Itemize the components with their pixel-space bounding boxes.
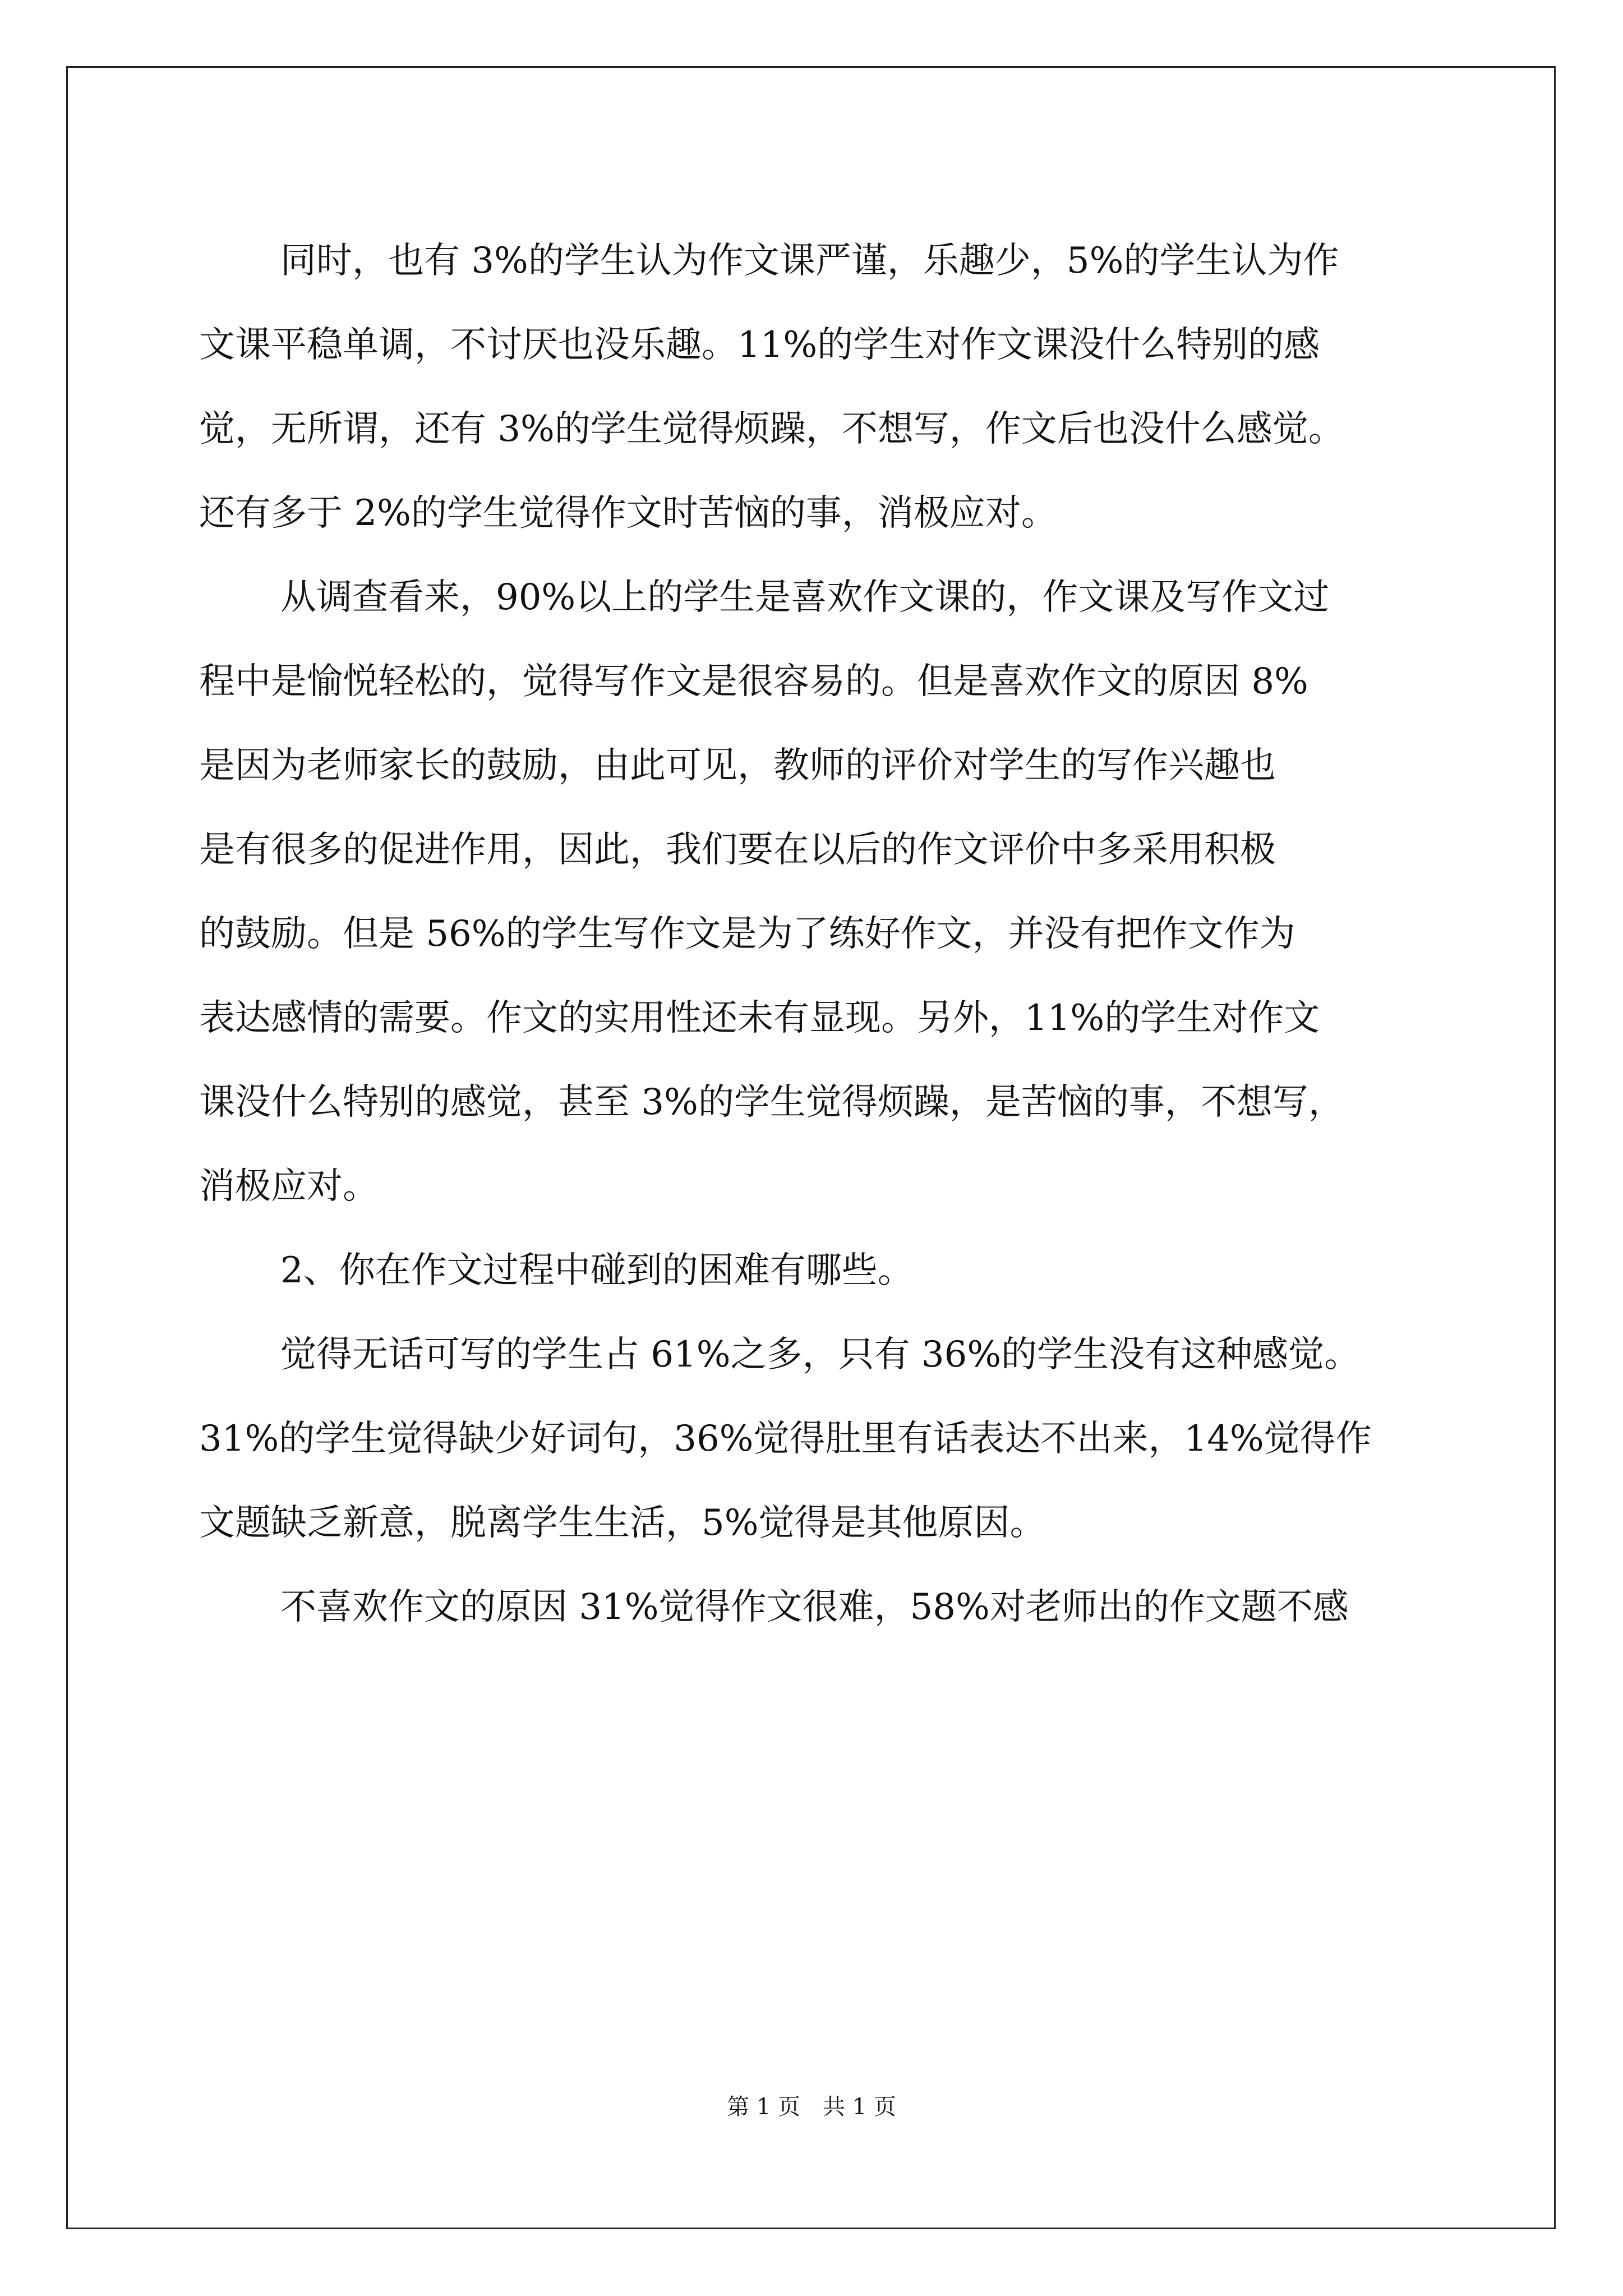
text-line: 还有多于 2%的学生觉得作文时苦恼的事，消极应对。 bbox=[199, 493, 1057, 534]
text-line: 文课平稳单调，不讨厌也没乐趣。11%的学生对作文课没什么特别的感 bbox=[199, 324, 1320, 366]
page-footer: 第 1 页 共 1 页 bbox=[727, 2094, 896, 2120]
section-heading: 2、你在作文过程中碰到的困难有哪些。 bbox=[280, 1250, 914, 1291]
text-line: 从调查看来，90%以上的学生是喜欢作文课的，作文课及写作文过 bbox=[280, 577, 1330, 618]
text-line: 是有很多的促进作用，因此，我们要在以后的作文评价中多采用积极 bbox=[199, 829, 1276, 871]
text-line: 是因为老师家长的鼓励，由此可见，教师的评价对学生的写作兴趣也 bbox=[199, 745, 1276, 786]
text-line: 课没什么特别的感觉，甚至 3%的学生觉得烦躁，是苦恼的事，不想写， bbox=[199, 1082, 1344, 1123]
text-line: 31%的学生觉得缺少好词句，36%觉得肚里有话表达不出来，14%觉得作 bbox=[199, 1418, 1372, 1460]
text-line: 表达感情的需要。作文的实用性还未有显现。另外，11%的学生对作文 bbox=[199, 997, 1320, 1039]
text-line: 文题缺乏新意，脱离学生生活，5%觉得是其他原因。 bbox=[199, 1502, 1046, 1544]
text-line: 觉得无话可写的学生占 61%之多，只有 36%的学生没有这种感觉。 bbox=[280, 1334, 1361, 1375]
text-line: 觉，无所谓，还有 3%的学生觉得烦躁，不想写，作文后也没什么感觉。 bbox=[199, 408, 1344, 450]
document-body bbox=[199, 219, 1433, 1649]
text-line: 的鼓励。但是 56%的学生写作文是为了练好作文，并没有把作文作为 bbox=[199, 913, 1295, 955]
text-line: 不喜欢作文的原因 31%觉得作文很难，58%对老师出的作文题不感 bbox=[280, 1586, 1349, 1628]
text-line: 程中是愉悦轻松的，觉得写作文是很容易的。但是喜欢作文的原因 8% bbox=[199, 661, 1308, 702]
text-line: 消极应对。 bbox=[199, 1166, 379, 1207]
text-line: 同时，也有 3%的学生认为作文课严谨，乐趣少，5%的学生认为作 bbox=[280, 240, 1339, 282]
